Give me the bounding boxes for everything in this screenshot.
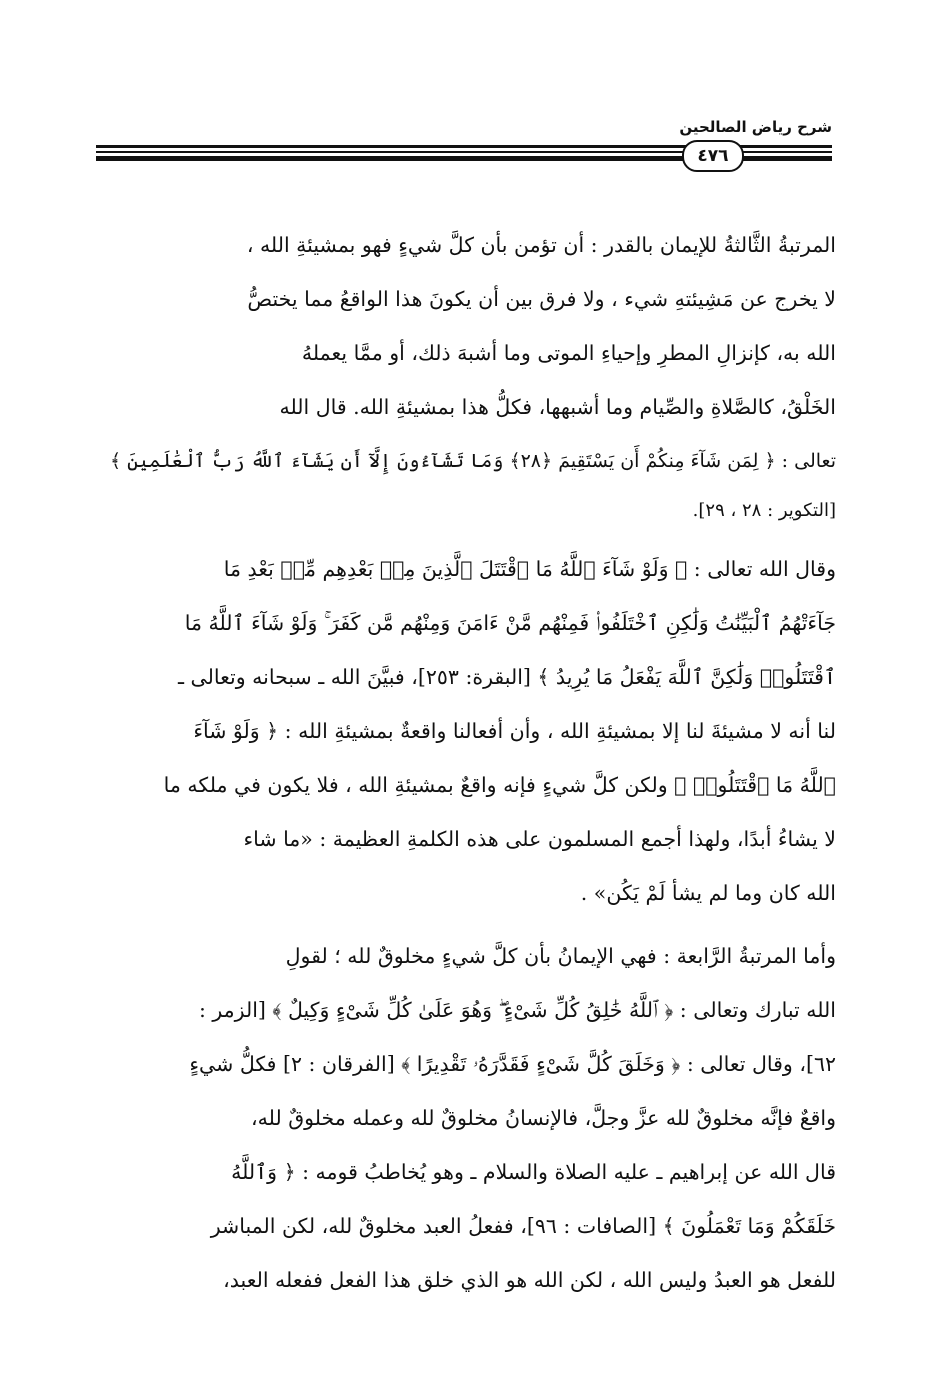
text-line: المرتبةُ الثَّالثةُ للإيمان بالقدر : أن تؤمن بأن كلَّ شيءٍ فهو بمشيئةِ الله ،	[246, 233, 836, 257]
text-line: لا يشاءُ أبدًا، ولهذا أجمع المسلمون على هذه الكلمةِ العظيمة : «ما شاء	[243, 827, 836, 851]
text-line: الخَلْقُ، كالصَّلاةِ والصِّيام وما أشبهها، فكلُّ هذا بمشيئةِ الله. قال الله	[279, 395, 836, 419]
quran-verse-line: تعالى : ﴿ لِمَن شَآءَ مِنكُمْ أَن يَسْتَقِيمَ ﴿٢٨﴾ وَمَا تَشَآءُونَ إِلَّآ أَن يَشَآءَ ٱللَّهُ رَبُّ ٱلْعَٰلَمِينَ ﴾	[109, 450, 836, 472]
text-line: وأما المرتبةُ الرَّابعة : فهي الإيمانُ بأن كلَّ شيءٍ مخلوقٌ لله ؛ لقولِ	[285, 944, 836, 968]
page-body	[96, 218, 836, 1307]
quran-verse-line: ٦٢]، وقال تعالى : ﴿ وَخَلَقَ كُلَّ شَىْءٍ فَقَدَّرَهُۥ تَقْدِيرًا ﴾ [الفرقان : ٢] فكلُّ شيءٍ	[189, 1052, 836, 1076]
text-line: واقعٌ فإنَّه مخلوقٌ لله عزَّ وجلَّ، فالإنسانُ مخلوقٌ لله وعمله مخلوقٌ لله،	[251, 1106, 836, 1130]
text-line: لا يخرج عن مَشِيئتهِ شيء ، ولا فرق بين أن يكونَ هذا الواقعُ مما يختصُّ	[247, 287, 836, 311]
quran-verse-line: ٱقْتَتَلُوا۟ وَلَٰكِنَّ ٱللَّهَ يَفْعَلُ مَا يُرِيدُ ﴾ [البقرة: ٢٥٣]، فبيَّنَ الله ـ سبحانه وتعالى ـ	[178, 665, 836, 689]
text-line: قال الله عن إبراهيم ـ عليه الصلاة والسلام ـ وهو يُخاطبُ قومه : ﴿ وَٱللَّهُ	[231, 1160, 836, 1184]
text-line: الله به، كإنزالِ المطرِ وإحياءِ الموتى وما أشبهَ ذلك، أو ممَّا يعملهُ	[301, 341, 836, 365]
running-header	[96, 118, 832, 178]
quran-verse-line: وقال الله تعالى : ﴿ وَلَوْ شَآءَ ٱللَّهُ مَا ٱقْتَتَلَ ٱلَّذِينَ مِنۢ بَعْدِهِم مِّنۢ بَعْدِ مَا	[223, 557, 836, 581]
quran-verse-line: جَآءَتْهُمُ ٱلْبَيِّنَٰتُ وَلَٰكِنِ ٱخْتَلَفُوا۟ فَمِنْهُم مَّنْ ءَامَنَ وَمِنْهُم مَّن كَفَرَ ۚ وَلَوْ شَآءَ ٱللَّهُ مَا	[184, 611, 836, 635]
verse-reference: [التكوير : ٢٨ ، ٢٩].	[692, 500, 836, 521]
book-title: شرح رياض الصالحين	[679, 118, 832, 136]
text-line: ٱللَّهُ مَا ٱقْتَتَلُوا۟ ﴾ ولكن كلَّ شيءٍ فإنه واقعٌ بمشيئةِ الله ، فلا يكون في ملكه ما	[163, 773, 836, 797]
quran-verse-line: خَلَقَكُمْ وَمَا تَعْمَلُونَ ﴾ [الصافات : ٩٦]، ففعلُ العبد مخلوقٌ لله، لكن المباشر	[210, 1214, 836, 1238]
text-line: للفعل هو العبدُ وليس الله ، لكن الله هو الذي خلق هذا الفعل ففعله العبد،	[223, 1268, 836, 1292]
quran-verse-line: الله تبارك وتعالى : ﴿ ٱللَّهُ خَٰلِقُ كُلِّ شَىْءٍ ۖ وَهُوَ عَلَىٰ كُلِّ شَىْءٍ وَكِيلٌ ﴾ [الزمر :	[198, 998, 836, 1022]
text-line: الله كان وما لم يشأ لَمْ يَكُن» .	[580, 881, 836, 905]
text-line: لنا أنه لا مشيئةَ لنا إلا بمشيئةِ الله ، وأن أفعالنا واقعةٌ بمشيئةِ الله : ﴿ وَلَوْ شَآءَ	[193, 719, 836, 743]
page-number: ٤٧٦	[682, 140, 744, 172]
